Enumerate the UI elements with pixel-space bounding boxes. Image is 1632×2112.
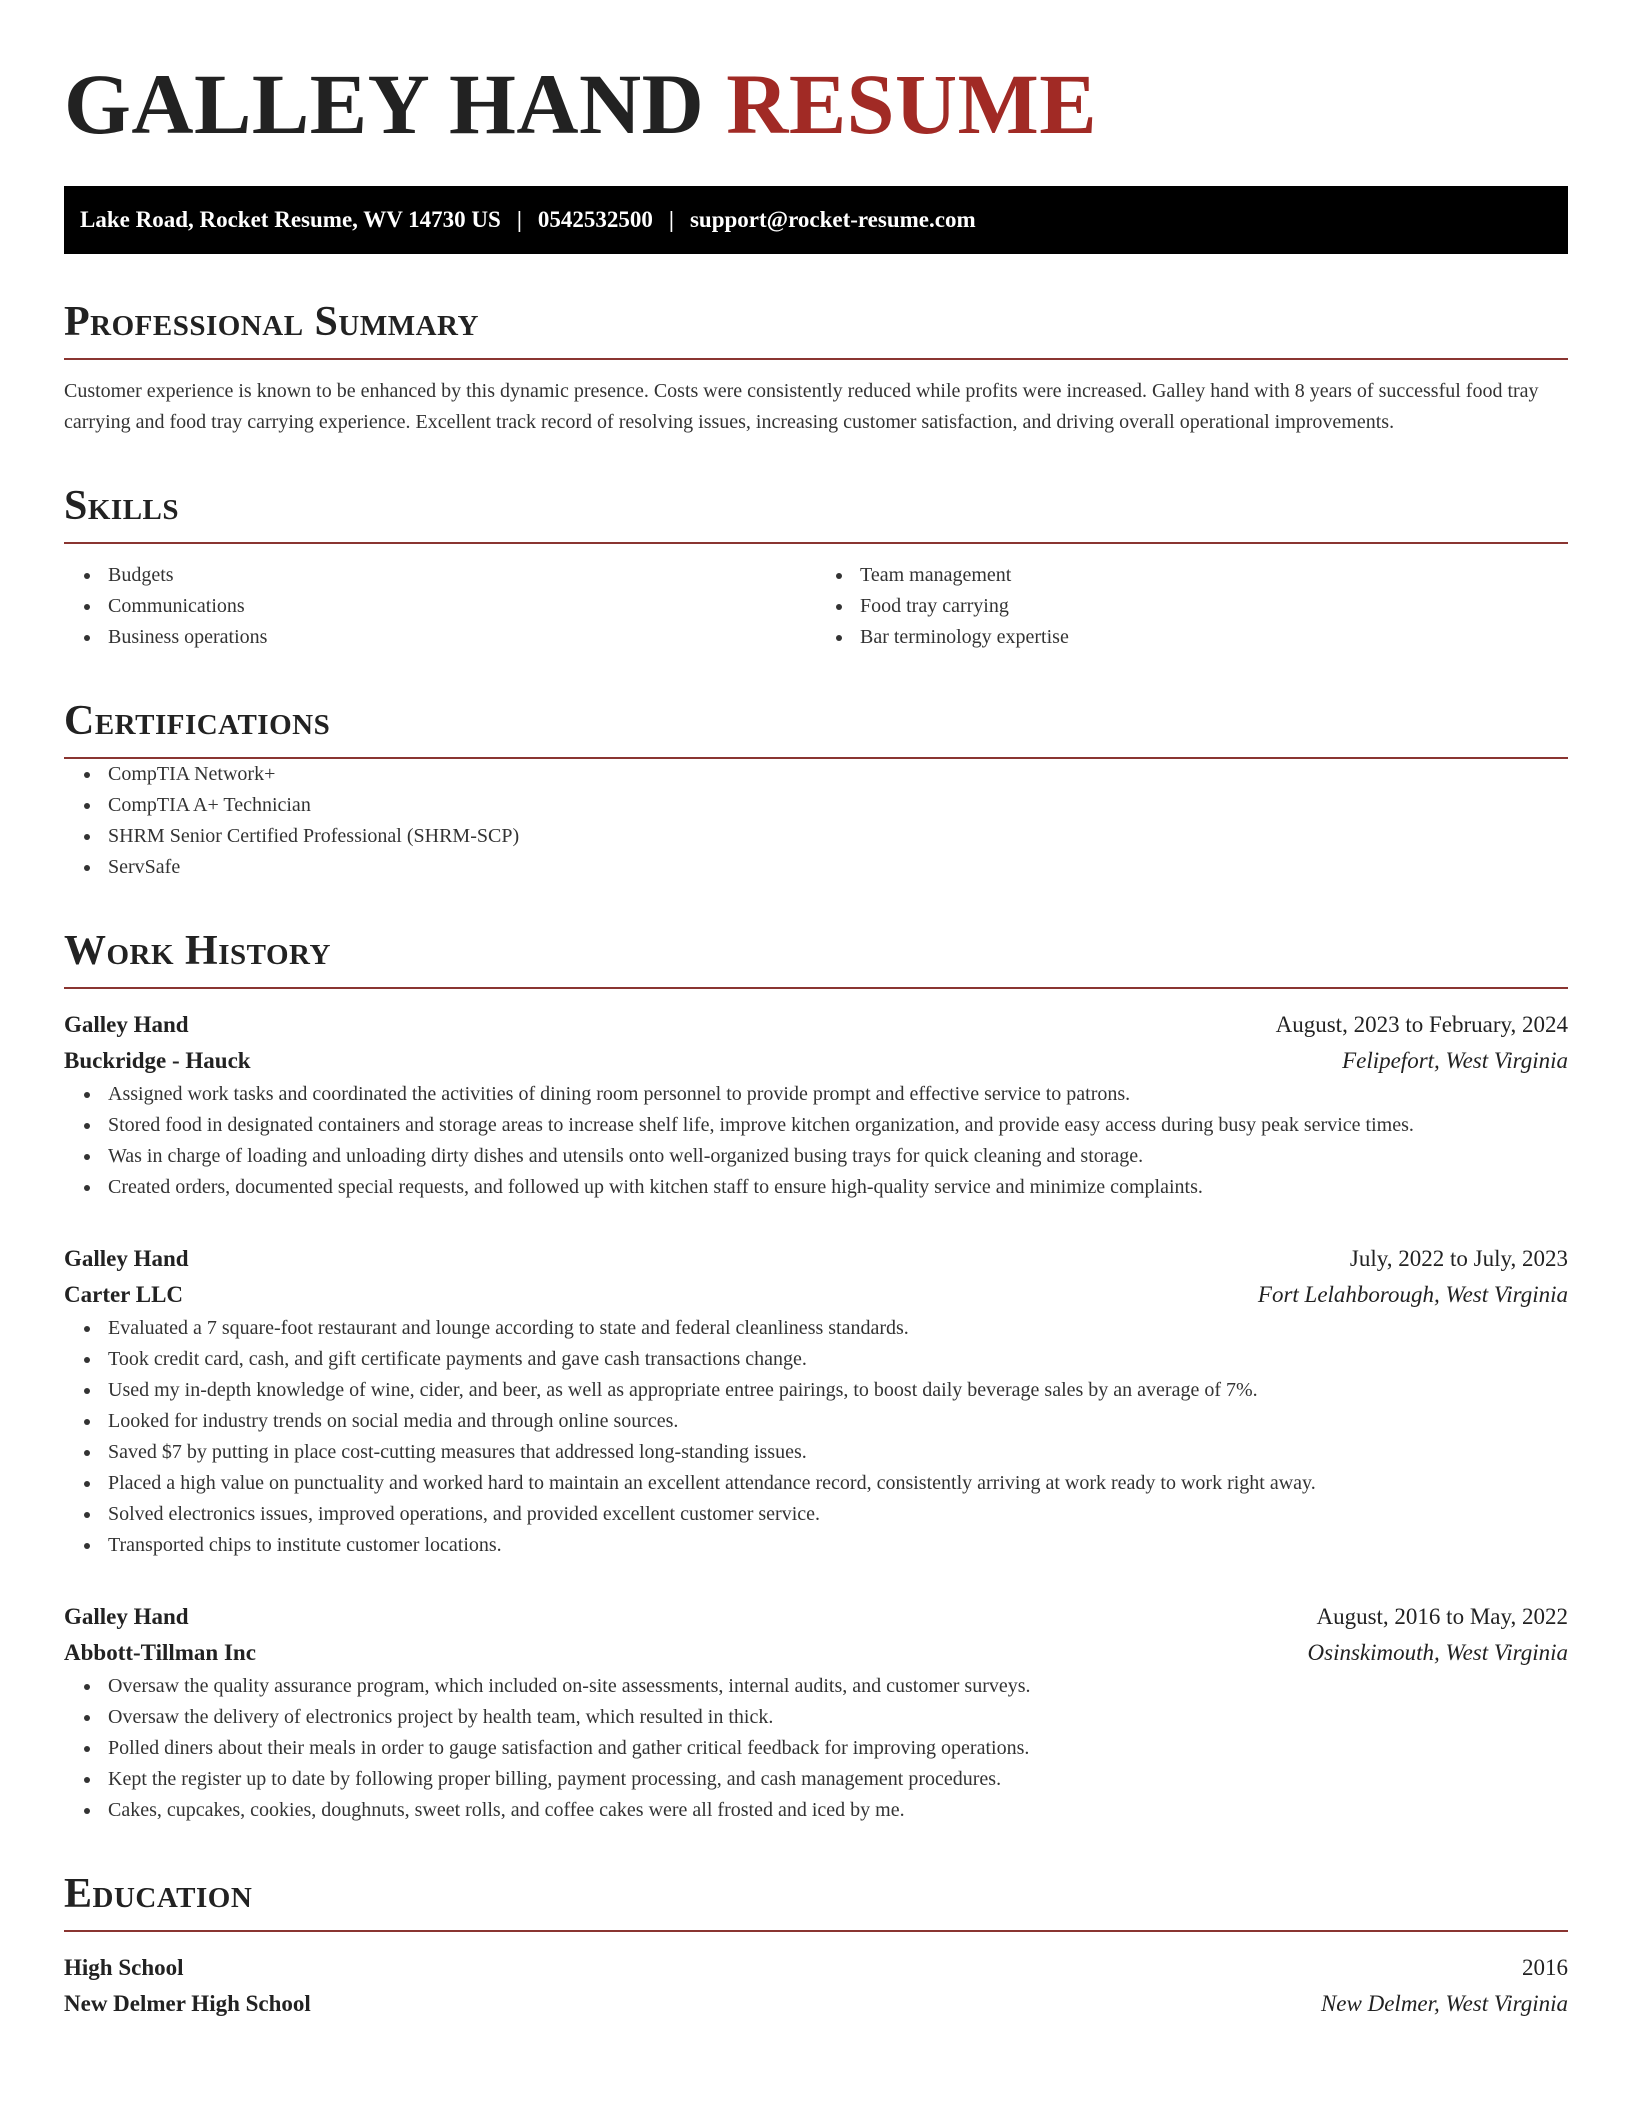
job-duty-text: Used my in-depth knowledge of wine, cider, and beer, as well as appropriate entree pairings, to boost daily beverage sales by an average of 7%. bbox=[108, 1379, 1258, 1401]
certifications-heading: Certifications bbox=[64, 697, 1568, 759]
skills-column-right bbox=[816, 560, 1568, 653]
education-location: New Delmer, West Virginia bbox=[1320, 1991, 1568, 2016]
bullet-icon bbox=[84, 1746, 90, 1752]
contact-address: Lake Road, Rocket Resume, WV 14730 US bbox=[80, 207, 501, 232]
bullet-icon bbox=[836, 604, 842, 610]
certification-label: SHRM Senior Certified Professional (SHRM-SCP) bbox=[108, 825, 520, 847]
skill-item bbox=[860, 591, 1568, 622]
education-section bbox=[64, 1870, 1568, 2022]
contact-email: support@rocket-resume.com bbox=[689, 207, 976, 232]
certifications-section bbox=[64, 697, 1568, 883]
certification-item bbox=[108, 790, 1568, 821]
skill-item bbox=[860, 622, 1568, 653]
skills-list-left bbox=[64, 560, 816, 653]
job-duties-list bbox=[64, 1313, 1568, 1561]
skills-list-right bbox=[816, 560, 1568, 653]
job-duty-text: Placed a high value on punctuality and worked hard to maintain an excellent attendance record, consistently arriving at work ready to work right away. bbox=[108, 1472, 1316, 1494]
resume-title-accent: RESUME bbox=[726, 56, 1098, 152]
bullet-icon bbox=[84, 635, 90, 641]
job-duty-text: Oversaw the delivery of electronics project by health team, which resulted in thick. bbox=[108, 1706, 774, 1728]
bullet-icon bbox=[84, 1715, 90, 1721]
job-duty bbox=[108, 1172, 1568, 1203]
education-degree: High School bbox=[64, 1955, 184, 1980]
education-degree-row bbox=[64, 1950, 1568, 1986]
job-duty bbox=[108, 1344, 1568, 1375]
job-entry bbox=[64, 1599, 1568, 1826]
skills-heading: Skills bbox=[64, 482, 1568, 544]
job-location: Osinskimouth, West Virginia bbox=[1307, 1640, 1568, 1665]
job-duty-text: Saved $7 by putting in place cost-cutting measures that addressed long-standing issues. bbox=[108, 1441, 807, 1463]
certification-item bbox=[108, 759, 1568, 790]
bullet-icon bbox=[84, 1357, 90, 1363]
education-entry bbox=[64, 1950, 1568, 2022]
bullet-icon bbox=[84, 1154, 90, 1160]
job-header-row bbox=[64, 1241, 1568, 1277]
bullet-icon bbox=[84, 772, 90, 778]
skill-item bbox=[860, 560, 1568, 591]
bullet-icon bbox=[84, 1684, 90, 1690]
job-company-row bbox=[64, 1277, 1568, 1313]
skills-grid bbox=[64, 560, 1568, 653]
job-duty bbox=[108, 1375, 1568, 1406]
job-duty bbox=[108, 1795, 1568, 1826]
job-duty-text: Was in charge of loading and unloading dirty dishes and utensils onto well-organized busing trays for quick cleaning and storage. bbox=[108, 1145, 1144, 1167]
bullet-icon bbox=[84, 803, 90, 809]
job-duties-list bbox=[64, 1671, 1568, 1826]
skill-item bbox=[108, 560, 816, 591]
job-duty-text: Stored food in designated containers and storage areas to increase shelf life, improve kitchen organization, and provide easy access during busy peak service times. bbox=[108, 1114, 1414, 1136]
certification-label: CompTIA Network+ bbox=[108, 763, 276, 785]
job-duties-list bbox=[64, 1079, 1568, 1203]
job-duty-text: Transported chips to institute customer locations. bbox=[108, 1534, 502, 1556]
skill-label: Team management bbox=[860, 564, 1012, 586]
job-duty bbox=[108, 1702, 1568, 1733]
bullet-icon bbox=[84, 1326, 90, 1332]
job-duty bbox=[108, 1530, 1568, 1561]
job-duty bbox=[108, 1671, 1568, 1702]
job-duty bbox=[108, 1437, 1568, 1468]
job-title: Galley Hand bbox=[64, 1246, 189, 1271]
education-school-row bbox=[64, 1986, 1568, 2022]
bullet-icon bbox=[84, 1123, 90, 1129]
job-duty-text: Kept the register up to date by following proper billing, payment processing, and cash management procedures. bbox=[108, 1768, 1002, 1790]
contact-separator: | bbox=[668, 207, 674, 232]
job-duty-text: Looked for industry trends on social media and through online sources. bbox=[108, 1410, 679, 1432]
job-duty-text: Solved electronics issues, improved operations, and provided excellent customer service. bbox=[108, 1503, 821, 1525]
job-duty-text: Evaluated a 7 square-foot restaurant and lounge according to state and federal cleanliness standards. bbox=[108, 1317, 909, 1339]
job-duty bbox=[108, 1313, 1568, 1344]
certifications-list bbox=[64, 759, 1568, 883]
work-history-heading: Work History bbox=[64, 927, 1568, 989]
job-duty-text: Cakes, cupcakes, cookies, doughnuts, sweet rolls, and coffee cakes were all frosted and iced by me. bbox=[108, 1799, 905, 1821]
certification-item bbox=[108, 852, 1568, 883]
bullet-icon bbox=[84, 604, 90, 610]
job-entry bbox=[64, 1241, 1568, 1561]
job-dates: August, 2016 to May, 2022 bbox=[1316, 1604, 1568, 1629]
education-school: New Delmer High School bbox=[64, 1991, 311, 2016]
certification-label: ServSafe bbox=[108, 856, 181, 878]
job-duty-text: Polled diners about their meals in order to gauge satisfaction and gather critical feedback for improving operations. bbox=[108, 1737, 1030, 1759]
job-duty bbox=[108, 1079, 1568, 1110]
job-duty-text: Assigned work tasks and coordinated the activities of dining room personnel to provide prompt and effective service to patrons. bbox=[108, 1083, 1131, 1105]
resume-title bbox=[64, 56, 1568, 152]
job-entry bbox=[64, 1007, 1568, 1203]
job-dates: July, 2022 to July, 2023 bbox=[1349, 1246, 1568, 1271]
job-company-row bbox=[64, 1043, 1568, 1079]
bullet-icon bbox=[84, 1419, 90, 1425]
job-duty-text: Oversaw the quality assurance program, which included on-site assessments, internal audits, and customer surveys. bbox=[108, 1675, 1031, 1697]
job-title: Galley Hand bbox=[64, 1012, 189, 1037]
resume-title-main: GALLEY HAND bbox=[64, 56, 705, 152]
bullet-icon bbox=[84, 1092, 90, 1098]
bullet-icon bbox=[84, 1777, 90, 1783]
skill-label: Business operations bbox=[108, 626, 268, 648]
job-location: Fort Lelahborough, West Virginia bbox=[1257, 1282, 1568, 1307]
job-company: Carter LLC bbox=[64, 1282, 184, 1307]
summary-heading: Professional Summary bbox=[64, 298, 1568, 360]
bullet-icon bbox=[84, 834, 90, 840]
bullet-icon bbox=[84, 1185, 90, 1191]
skills-column-left bbox=[64, 560, 816, 653]
job-duty bbox=[108, 1141, 1568, 1172]
bullet-icon bbox=[84, 1512, 90, 1518]
job-header-row bbox=[64, 1007, 1568, 1043]
bullet-icon bbox=[836, 635, 842, 641]
job-duty bbox=[108, 1110, 1568, 1141]
job-company: Buckridge - Hauck bbox=[64, 1048, 251, 1073]
education-year: 2016 bbox=[1522, 1955, 1568, 1980]
skill-label: Communications bbox=[108, 595, 245, 617]
bullet-icon bbox=[84, 865, 90, 871]
skill-label: Bar terminology expertise bbox=[860, 626, 1069, 648]
skill-item bbox=[108, 622, 816, 653]
job-duty bbox=[108, 1499, 1568, 1530]
job-duty-text: Took credit card, cash, and gift certificate payments and gave cash transactions change. bbox=[108, 1348, 807, 1370]
bullet-icon bbox=[84, 1388, 90, 1394]
bullet-icon bbox=[84, 1543, 90, 1549]
certification-item bbox=[108, 821, 1568, 852]
work-history-section bbox=[64, 927, 1568, 1826]
job-header-row bbox=[64, 1599, 1568, 1635]
bullet-icon bbox=[84, 1481, 90, 1487]
skill-label: Food tray carrying bbox=[860, 595, 1009, 617]
bullet-icon bbox=[836, 573, 842, 579]
summary-section bbox=[64, 298, 1568, 438]
job-duty bbox=[108, 1733, 1568, 1764]
job-duty bbox=[108, 1764, 1568, 1795]
certification-label: CompTIA A+ Technician bbox=[108, 794, 311, 816]
skills-section bbox=[64, 482, 1568, 653]
job-location: Felipefort, West Virginia bbox=[1342, 1048, 1568, 1073]
contact-phone: 0542532500 bbox=[537, 207, 653, 232]
bullet-icon bbox=[84, 1450, 90, 1456]
skill-item bbox=[108, 591, 816, 622]
education-heading: Education bbox=[64, 1870, 1568, 1932]
job-duty bbox=[108, 1468, 1568, 1499]
job-duty-text: Created orders, documented special requests, and followed up with kitchen staff to ensure high-quality service and minimize complaints. bbox=[108, 1176, 1203, 1198]
job-company-row bbox=[64, 1635, 1568, 1671]
job-duty bbox=[108, 1406, 1568, 1437]
contact-separator: | bbox=[516, 207, 522, 232]
job-title: Galley Hand bbox=[64, 1604, 189, 1629]
bullet-icon bbox=[84, 573, 90, 579]
summary-text: Customer experience is known to be enhanced by this dynamic presence. Costs were consistently reduced while profits were increased. Galley hand with 8 years of successful food tray carrying and food tray carrying experience. Excellent track record of resolving issues, increasing customer satisfaction, and driving overall operational improvements. bbox=[64, 380, 1539, 433]
job-company: Abbott-Tillman Inc bbox=[64, 1640, 256, 1665]
skill-label: Budgets bbox=[108, 564, 174, 586]
contact-bar bbox=[64, 186, 1568, 254]
bullet-icon bbox=[84, 1808, 90, 1814]
job-dates: August, 2023 to February, 2024 bbox=[1275, 1012, 1568, 1037]
